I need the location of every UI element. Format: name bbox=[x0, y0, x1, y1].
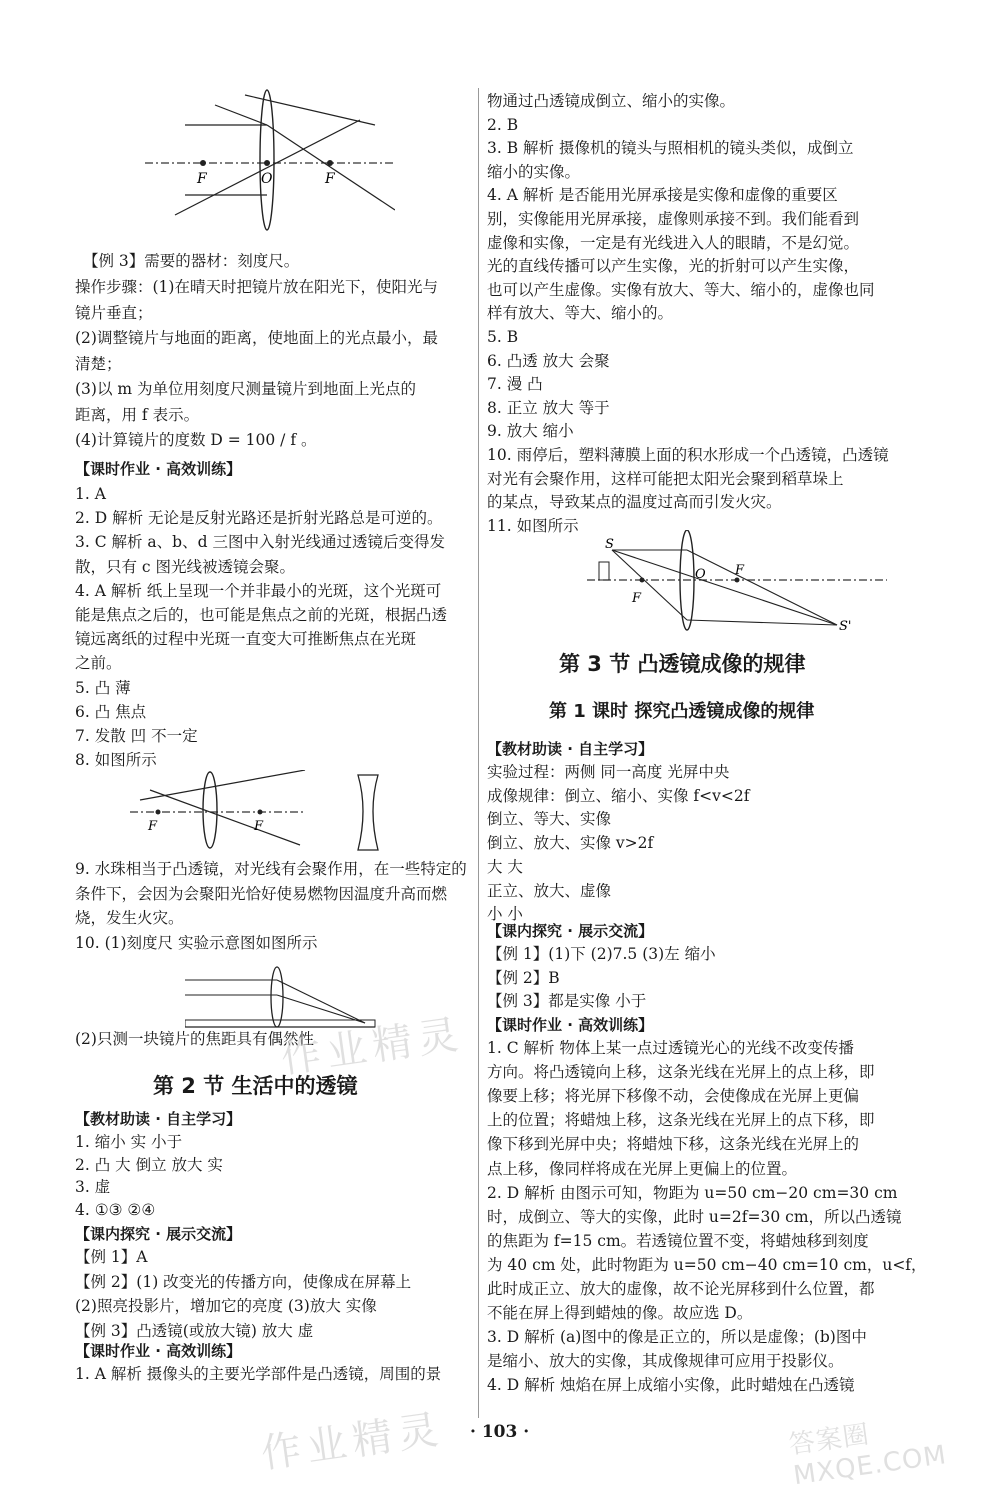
text-line: 镜片垂直； bbox=[75, 303, 153, 322]
text-line: 像下移到光屏中央；将蜡烛下移，这条光线在光屏上的 bbox=[487, 1135, 860, 1154]
text-line: 【例 3】凸透镜(或放大镜) 放大 虚 bbox=[75, 1321, 314, 1340]
text-line: 成像规律：倒立、缩小、实像 f<v<2f bbox=[487, 786, 750, 805]
text-line: (2)调整镜片与地面的距离，使地面上的光点最小，最 bbox=[75, 329, 438, 347]
diag3-label-o: O bbox=[695, 567, 706, 582]
text-line: 距离，用 f 表示。 bbox=[75, 405, 200, 424]
text-line: 10. 雨停后，塑料薄膜上面的积水形成一个凸透镜，凸透镜 bbox=[487, 446, 889, 464]
text-line: 4. D 解析 烛焰在屏上成缩小实像，此时蜡烛在凸透镜 bbox=[487, 1376, 855, 1395]
lens-diagram-1 bbox=[145, 85, 395, 235]
diag3-label-f1: F bbox=[632, 591, 642, 606]
diag3-label-s: S bbox=[605, 537, 614, 552]
section-3-title: 第 3 节 凸透镜成像的规律 bbox=[559, 652, 806, 676]
text-line: 操作步骤：(1)在晴天时把镜片放在阳光下，使阳光与 bbox=[75, 278, 438, 296]
text-line: 散，只有 c 图光线被透镜会聚。 bbox=[75, 557, 296, 576]
text-line: 3. D 解析 (a)图中的像是正立的，所以是虚像；(b)图中 bbox=[487, 1328, 867, 1347]
lens-diagram-2 bbox=[130, 770, 450, 860]
text-line: 6. 凸透 放大 会聚 bbox=[487, 351, 610, 370]
text-line: 5. B bbox=[487, 328, 519, 346]
text-line: 1. 缩小 实 小于 bbox=[75, 1133, 183, 1151]
text-line: 的焦距为 f=15 cm。若透镜位置不变，将蜡烛移到刻度 bbox=[487, 1231, 869, 1250]
text-line: 【例 2】(1) 改变光的传播方向，使像成在屏幕上 bbox=[75, 1272, 412, 1291]
text-line: 4. A 解析 是否能用光屏承接是实像和虚像的重要区 bbox=[487, 186, 838, 205]
text-line: 是缩小、放大的实像，其成像规律可应用于投影仪。 bbox=[487, 1352, 844, 1371]
text-line: 大 大 bbox=[487, 857, 523, 876]
text-line: 【例 3】都是实像 小于 bbox=[487, 992, 647, 1010]
text-line: 1. A bbox=[75, 485, 106, 503]
text-line: 5. 凸 薄 bbox=[75, 678, 131, 697]
text-line: 2. D 解析 由图示可知，物距为 u=50 cm−20 cm=30 cm bbox=[487, 1183, 898, 1202]
text-line: 9. 水珠相当于凸透镜，对光线有会聚作用，在一些特定的 bbox=[75, 860, 467, 878]
text-line: 7. 漫 凸 bbox=[487, 375, 543, 394]
text-line: 对光有会聚作用，这样可能把太阳光会聚到稻草垛上 bbox=[487, 469, 844, 488]
hw1-line-after: (2)只测一块镜片的焦距具有偶然性 bbox=[75, 1030, 314, 1048]
site-logo: 答案圈 MXQE.COM bbox=[787, 1419, 949, 1491]
text-line: 也可以产生虚像。实像有放大、等大、缩小的，虚像也同 bbox=[487, 280, 875, 299]
text-line: 方向。将凸透镜向上移，这条光线在光屏上的点上移，即 bbox=[487, 1063, 875, 1082]
text-line: 10. (1)刻度尺 实验示意图如图所示 bbox=[75, 933, 318, 952]
text-line: 3. 虚 bbox=[75, 1178, 111, 1196]
text-line: 光的直线传播可以产生实像，光的折射可以产生实像， bbox=[487, 257, 860, 276]
diag2-label-f2: F bbox=[254, 819, 264, 834]
lens-diagram-3 bbox=[587, 530, 887, 640]
text-line: 3. B 解析 摄像机的镜头与照相机的镜头类似，成倒立 bbox=[487, 139, 854, 158]
diag1-label-f1: F bbox=[197, 171, 207, 187]
text-line: 镜远离纸的过程中光斑一直变大可推断焦点在光斑 bbox=[75, 630, 417, 649]
text-line: 2. B bbox=[487, 115, 519, 134]
text-line: 小 小 bbox=[487, 905, 523, 924]
text-line: 8. 正立 放大 等于 bbox=[487, 398, 610, 417]
text-line: 正立、放大、虚像 bbox=[487, 881, 612, 900]
section-2-title: 第 2 节 生活中的透镜 bbox=[153, 1074, 358, 1098]
diag1-label-o: O bbox=[261, 171, 273, 187]
text-line: 能是焦点之后的，也可能是焦点之前的光斑，根据凸透 bbox=[75, 606, 448, 624]
diag3-label-f2: F bbox=[735, 563, 745, 578]
text-line: 清楚； bbox=[75, 354, 122, 373]
sec3-a-title: 【教材助读 · 自主学习】 bbox=[487, 740, 654, 758]
text-line: 3. C 解析 a、b、d 三图中入射光线通过透镜后变得发 bbox=[75, 533, 445, 552]
text-line: 样有放大、等大、缩小的。 bbox=[487, 304, 674, 323]
text-line: 之前。 bbox=[75, 654, 122, 673]
text-line: 上的位置；将蜡烛上移，这条光线在光屏上的点下移，即 bbox=[487, 1111, 875, 1130]
diag2-label-f1: F bbox=[148, 819, 158, 834]
text-line: 时，成倒立、等大的实像，此时 u=2f=30 cm，所以凸透镜 bbox=[487, 1207, 902, 1226]
column-divider bbox=[478, 88, 479, 1418]
ex3-title: 【例 3】需要的器材：刻度尺。 bbox=[83, 252, 300, 270]
text-line: (4)计算镜片的度数 D = 100 / f 。 bbox=[75, 431, 317, 449]
text-line: 1. A 解析 摄像头的主要光学部件是凸透镜，周围的景 bbox=[75, 1365, 442, 1383]
text-line: (2)照亮投影片，增加它的亮度 (3)放大 实像 bbox=[75, 1297, 377, 1315]
text-line: 【例 1】A bbox=[75, 1248, 148, 1266]
text-line: 【例 2】B bbox=[487, 968, 560, 987]
diag1-label-f2: F bbox=[325, 171, 335, 187]
text-line: 的某点，导致某点的温度过高而引发火灾。 bbox=[487, 493, 782, 512]
text-line: 烧，发生火灾。 bbox=[75, 909, 184, 927]
text-line: 别，实像能用光屏承接，虚像则承接不到。我们能看到 bbox=[487, 210, 860, 228]
text-line: 11. 如图所示 bbox=[487, 516, 579, 535]
text-line: 物通过凸透镜成倒立、缩小的实像。 bbox=[487, 92, 736, 110]
sec3-b-title: 【课内探究 · 展示交流】 bbox=[487, 922, 654, 940]
text-line: 8. 如图所示 bbox=[75, 751, 157, 770]
hw1-title: 【课时作业 · 高效训练】 bbox=[75, 460, 242, 478]
text-line: 点上移，像同样将成在光屏上更偏上的位置。 bbox=[487, 1159, 798, 1178]
text-line: 1. C 解析 物体上某一点过透镜光心的光线不改变传播 bbox=[487, 1039, 854, 1057]
section-3-subtitle: 第 1 课时 探究凸透镜成像的规律 bbox=[549, 701, 815, 722]
text-line: 像要上移；将光屏下移像不动，会使像成在光屏上更偏 bbox=[487, 1087, 860, 1106]
watermark-2: 作业精灵 bbox=[258, 1406, 447, 1478]
diag3-label-s2: S' bbox=[839, 619, 852, 634]
text-line: 虚像和实像，一定是有光线进入人的眼睛，不是幻觉。 bbox=[487, 233, 860, 252]
sec2-c-title: 【课时作业 · 高效训练】 bbox=[75, 1342, 242, 1360]
text-line: 4. A 解析 纸上呈现一个并非最小的光斑，这个光斑可 bbox=[75, 581, 442, 600]
text-line: 9. 放大 缩小 bbox=[487, 422, 574, 441]
text-line: 实验过程：两侧 同一高度 光屏中央 bbox=[487, 763, 730, 781]
text-line: 7. 发散 凹 不一定 bbox=[75, 727, 198, 745]
page-number: · 103 · bbox=[470, 1422, 530, 1442]
watermark-1: 作业精灵 bbox=[278, 1011, 467, 1083]
text-line: 不能在屏上得到蜡烛的像。故应选 D。 bbox=[487, 1304, 753, 1323]
text-line: 4. ①③ ②④ bbox=[75, 1200, 156, 1219]
text-line: 【例 1】(1)下 (2)7.5 (3)左 缩小 bbox=[487, 945, 716, 963]
text-line: 倒立、放大、实像 v>2f bbox=[487, 834, 654, 853]
sec2-b-title: 【课内探究 · 展示交流】 bbox=[75, 1225, 242, 1243]
sec3-c-title: 【课时作业 · 高效训练】 bbox=[487, 1016, 654, 1034]
sec2-a-title: 【教材助读 · 自主学习】 bbox=[75, 1110, 242, 1128]
text-line: 此时成正立、放大的虚像，故不论光屏移到什么位置，都 bbox=[487, 1280, 875, 1298]
text-line: 为 40 cm 处，此时物距为 u=50 cm−40 cm=10 cm，u<f， bbox=[487, 1255, 927, 1274]
text-line: 条件下，会因为会聚阳光恰好使易燃物因温度升高而燃 bbox=[75, 884, 448, 903]
text-line: 6. 凸 焦点 bbox=[75, 702, 147, 721]
text-line: 2. 凸 大 倒立 放大 实 bbox=[75, 1155, 223, 1174]
text-line: (3)以 m 为单位用刻度尺测量镜片到地面上光点的 bbox=[75, 380, 417, 398]
text-line: 倒立、等大、实像 bbox=[487, 810, 612, 829]
text-line: 缩小的实像。 bbox=[487, 162, 581, 181]
text-line: 2. D 解析 无论是反射光路还是折射光路总是可逆的。 bbox=[75, 509, 443, 528]
